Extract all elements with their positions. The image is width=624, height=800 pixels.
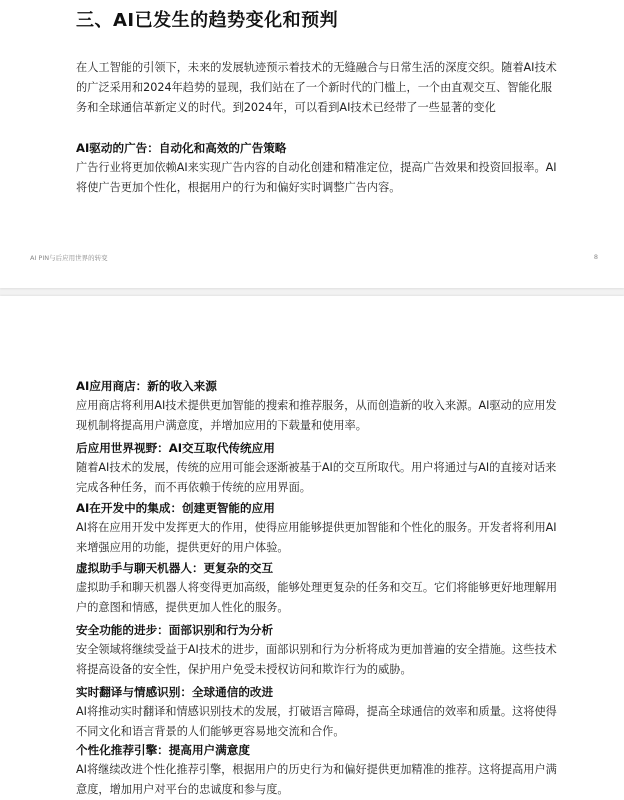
page-number: 8 xyxy=(593,253,598,261)
document-page-9 xyxy=(0,296,624,800)
section-heading: 个性化推荐引擎：提高用户满意度 xyxy=(76,743,250,757)
section-body: 应用商店将利用AI技术提供更加智能的搜索和推荐服务，从而创造新的收入来源。AI驱动的应用发现机制将提高用户满意度，并增加应用的下载量和使用率。 xyxy=(76,399,557,432)
section-realtime-translation xyxy=(76,682,560,742)
section-heading: AI驱动的广告：自动化和高效的广告策略 xyxy=(76,141,287,155)
section-heading: 实时翻译与情感识别：全球通信的改进 xyxy=(76,685,274,699)
section-virtual-assistants xyxy=(76,558,560,618)
section-heading: AI在开发中的集成：创建更智能的应用 xyxy=(76,501,275,515)
section-body: 虚拟助手和聊天机器人将变得更加高级，能够处理更复杂的任务和交互。它们将能够更好地理解用户的意图和情感，提供更加人性化的服务。 xyxy=(76,581,558,614)
page-footer-title: AI PIN与后应用世界的转变 xyxy=(30,254,108,262)
section-body: 广告行业将更加依赖AI来实现广告内容的自动化创建和精准定位，提高广告效果和投资回报率。AI将使广告更加个性化，根据用户的行为和偏好实时调整广告内容。 xyxy=(76,161,557,194)
section-ai-advertising xyxy=(76,138,560,198)
section-body: AI将继续改进个性化推荐引擎，根据用户的历史行为和偏好提供更加精准的推荐。这将提高用户满意度，增加用户对平台的忠诚度和参与度。 xyxy=(76,763,557,796)
document-page-8 xyxy=(0,0,624,288)
section-title: 三、AI已发生的趋势变化和预判 xyxy=(76,10,339,31)
section-heading: 后应用世界视野：AI交互取代传统应用 xyxy=(76,441,275,455)
section-body: 安全领域将继续受益于AI技术的进步，面部识别和行为分析将成为更加普遍的安全措施。这些技术将提高设备的安全性，保护用户免受未授权访问和欺诈行为的威胁。 xyxy=(76,643,557,676)
section-security-features xyxy=(76,620,560,680)
section-post-app-world xyxy=(76,438,560,498)
section-heading: 安全功能的进步：面部识别和行为分析 xyxy=(76,623,274,637)
section-heading: 虚拟助手与聊天机器人：更复杂的交互 xyxy=(76,561,274,575)
section-body: AI将在应用开发中发挥更大的作用，使得应用能够提供更加智能和个性化的服务。开发者将利用AI来增强应用的功能，提供更好的用户体验。 xyxy=(76,521,557,554)
intro-paragraph: 在人工智能的引领下，未来的发展轨迹预示着技术的无缝融合与日常生活的深度交织。随着AI技术的广泛采用和2024年趋势的显现，我们站在了一个新时代的门槛上，一个由直观交互、智能化服务和全球通信革新定义的时代。到2024年，可以看到AI技术已经带了一些显著的变化 xyxy=(76,61,557,114)
section-recommendation-engine xyxy=(76,740,560,800)
section-ai-app-store xyxy=(76,376,560,436)
section-heading: AI应用商店：新的收入来源 xyxy=(76,379,217,393)
section-ai-in-development xyxy=(76,498,560,558)
section-body: 随着AI技术的发展，传统的应用可能会逐渐被基于AI的交互所取代。用户将通过与AI的直接对话来完成各种任务，而不再依赖于传统的应用界面。 xyxy=(76,461,557,494)
section-body: AI将推动实时翻译和情感识别技术的发展，打破语言障碍，提高全球通信的效率和质量。这将使得不同文化和语言背景的人们能够更容易地交流和合作。 xyxy=(76,705,557,738)
